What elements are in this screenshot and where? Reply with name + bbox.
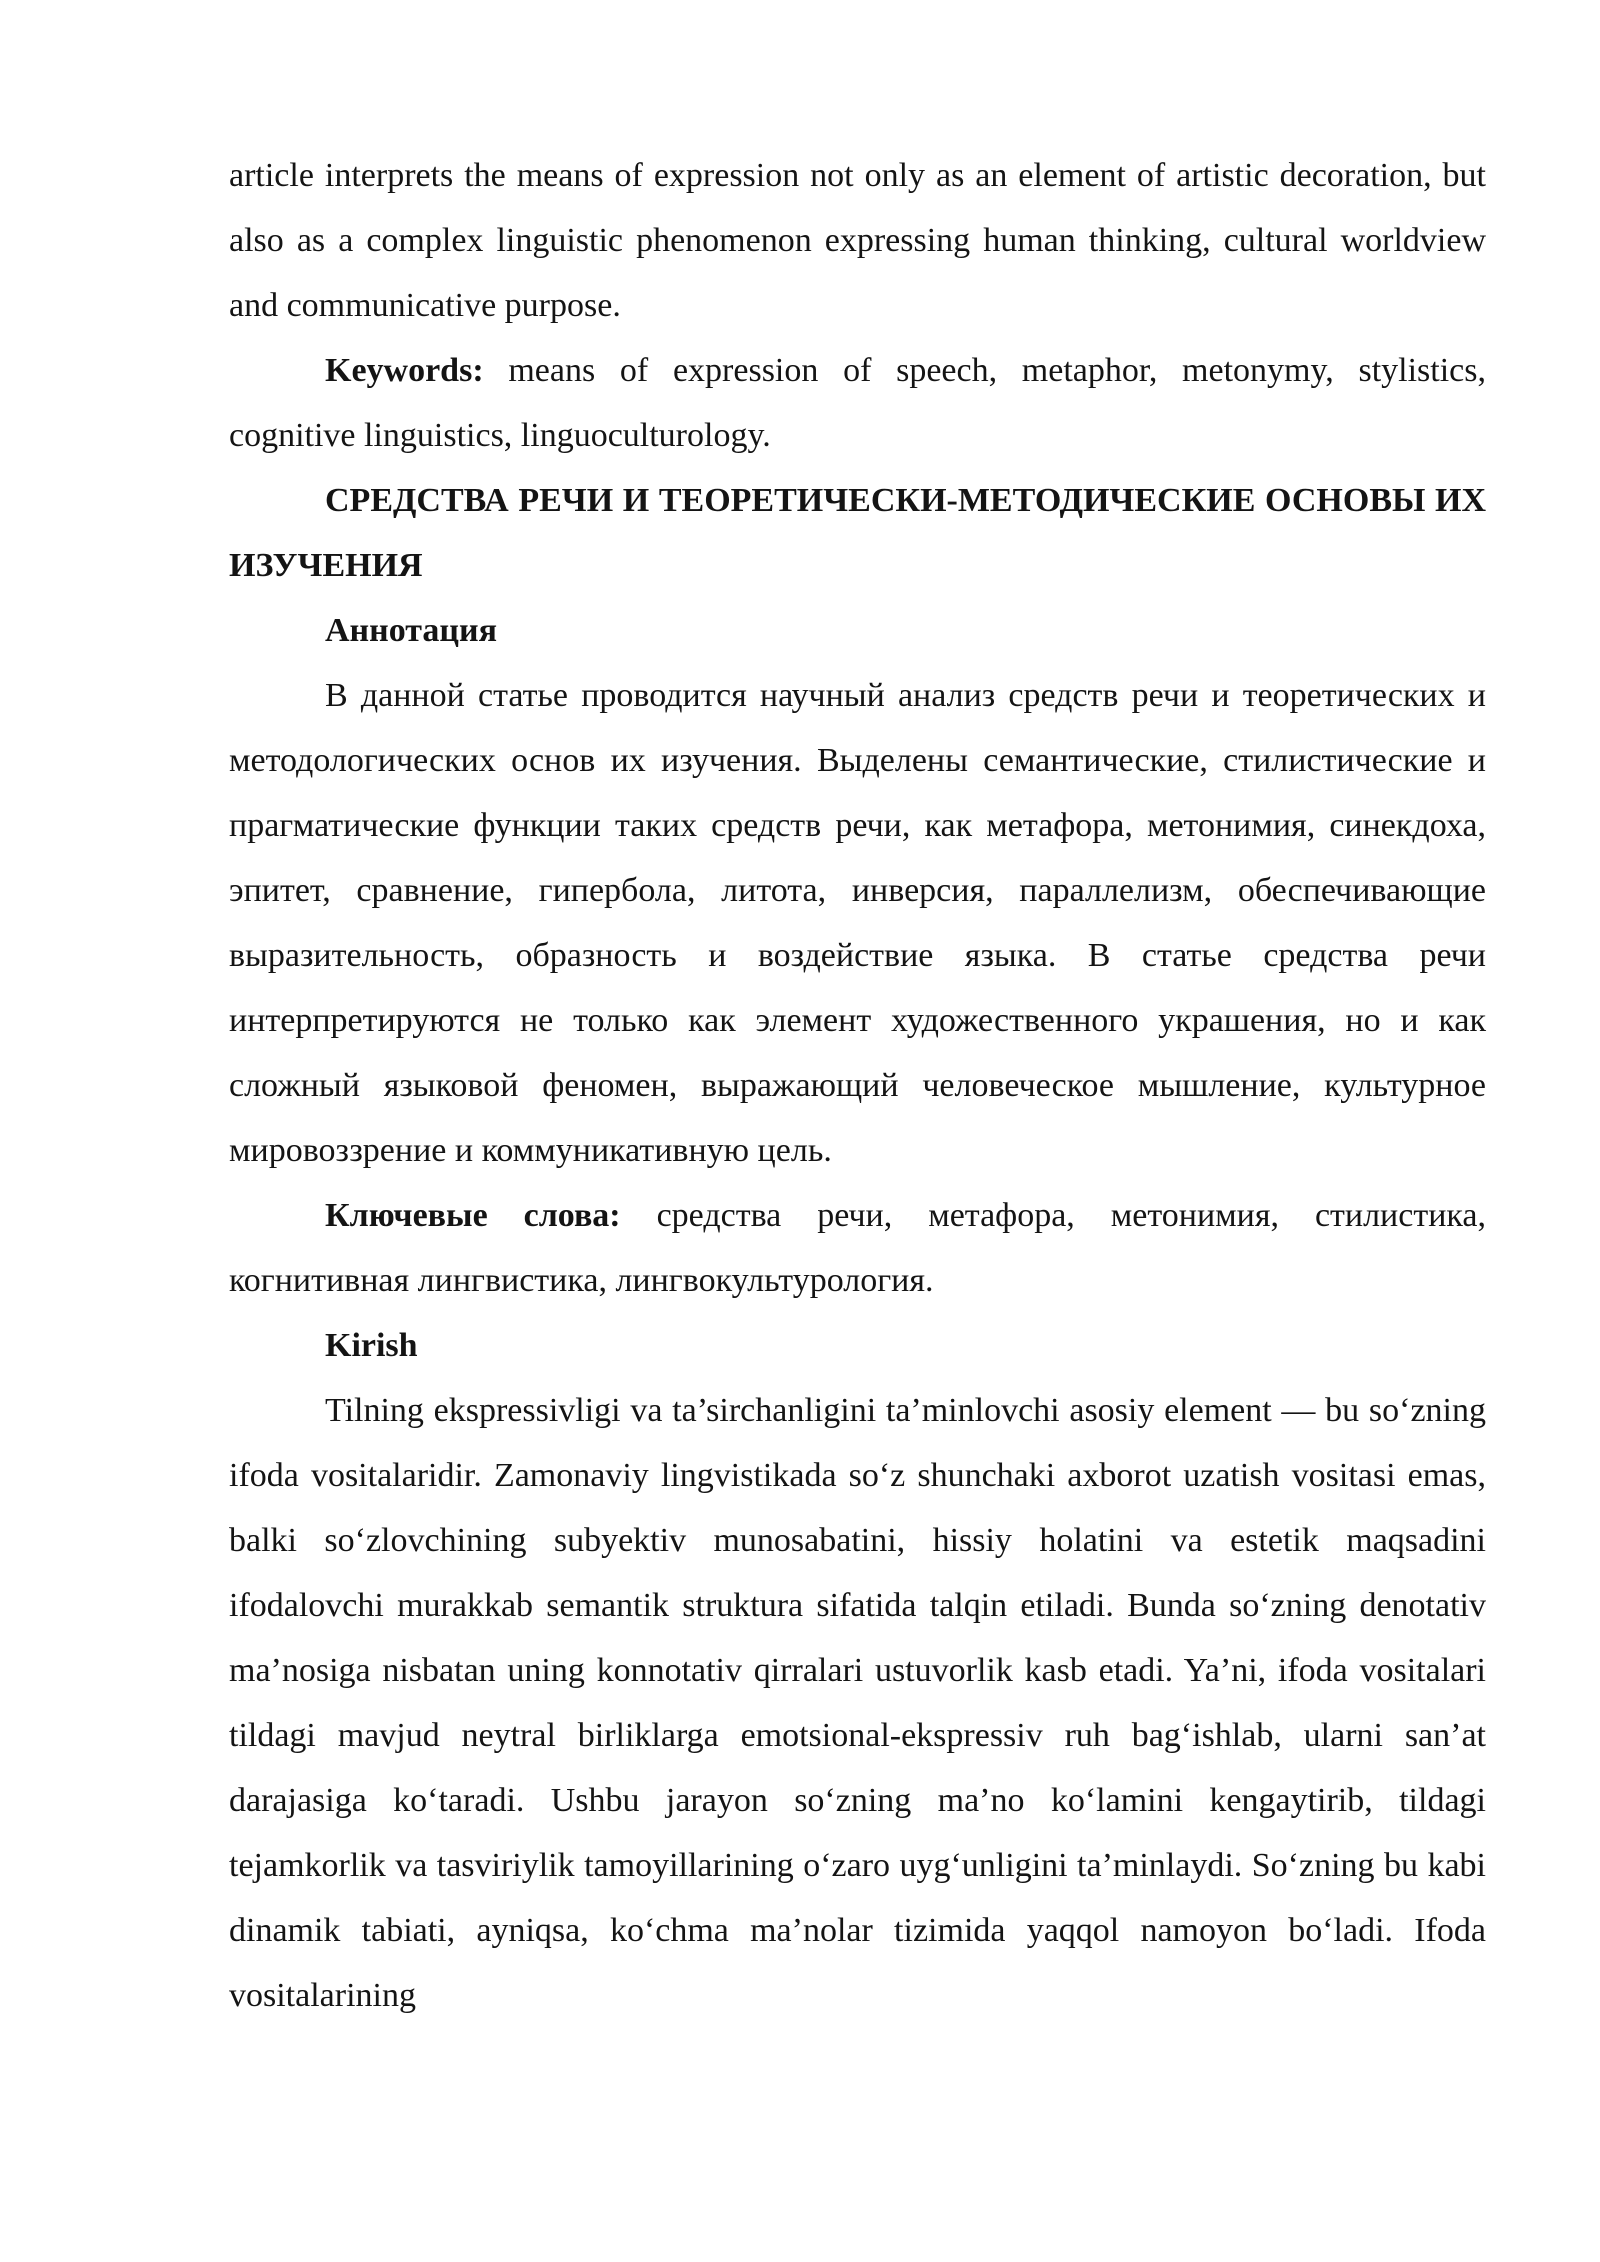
russian-keywords bbox=[229, 1183, 1486, 1313]
uzbek-section-heading: Kirish bbox=[325, 1327, 418, 1364]
document-page bbox=[229, 143, 1486, 2028]
russian-keywords-text: средства речи, метафора, метонимия, стилистика, когнитивная лингвистика, лингвокультурология. bbox=[229, 1197, 1486, 1299]
russian-keywords-label: Ключевые слова: bbox=[325, 1197, 621, 1234]
english-keywords-text: means of expression of speech, metaphor, metonymy, stylistics, cognitive linguistics, linguoculturology. bbox=[229, 352, 1486, 454]
uzbek-paragraph: Tilning ekspressivligi va ta’sirchanligini ta’minlovchi asosiy element — bu so‘zning ifoda vositalaridir. Zamonaviy lingvistikada so‘z shunchaki axborot uzatish vositasi emas, balki so‘zlovchining subyektiv munosabatini, hissiy holatini va estetik maqsadini ifodalovchi murakkab semantik struktura sifatida talqin etiladi. Bunda so‘zning denotativ ma’nosiga nisbatan uning konnotativ qirralari ustuvorlik kasb etadi. Ya’ni, ifoda vositalari tildagi mavjud neytral birliklarga emotsional-ekspressiv ruh bag‘ishlab, ularni san’at darajasiga ko‘taradi. Ushbu jarayon so‘zning ma’no ko‘lamini kengaytirib, tildagi tejamkorlik va tasviriylik tamoyillarining o‘zaro uyg‘unligini ta’minlaydi. So‘zning bu kabi dinamik tabiati, ayniqsa, ko‘chma ma’nolar tizimida yaqqol namoyon bo‘ladi. Ifoda vositalarining bbox=[229, 1392, 1486, 2014]
russian-title: СРЕДСТВА РЕЧИ И ТЕОРЕТИЧЕСКИ-МЕТОДИЧЕСКИЕ ОСНОВЫ ИХ ИЗУЧЕНИЯ bbox=[229, 482, 1486, 584]
english-keywords-label: Keywords: bbox=[325, 352, 484, 389]
russian-annotation-heading: Аннотация bbox=[325, 612, 497, 649]
english-abstract-tail: article interprets the means of expression not only as an element of artistic decoration, but also as a complex linguistic phenomenon expressing human thinking, cultural worldview and communicative purpose. bbox=[229, 157, 1486, 324]
english-keywords bbox=[229, 338, 1486, 468]
russian-annotation-text: В данной статье проводится научный анализ средств речи и теоретических и методологических основ их изучения. Выделены семантические, стилистические и прагматические функции таких средств речи, как метафора, метонимия, синекдоха, эпитет, сравнение, гипербола, литота, инверсия, параллелизм, обеспечивающие выразительность, образность и воздействие языка. В статье средства речи интерпретируются не только как элемент художественного украшения, но и как сложный языковой феномен, выражающий человеческое мышление, культурное мировоззрение и коммуникативную цель. bbox=[229, 677, 1486, 1169]
